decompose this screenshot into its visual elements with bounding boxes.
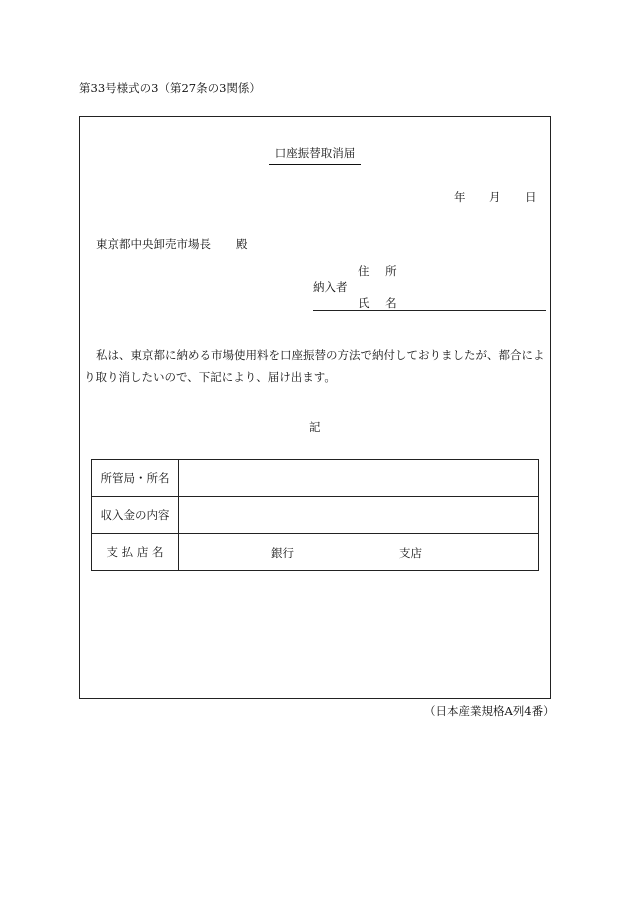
addressee-honorific: 殿 (236, 237, 248, 251)
branch-suffix-label: 支店 (399, 546, 422, 560)
row-label-revenue-content: 収入金の内容 (92, 497, 179, 534)
paper-size-note: （日本産業規格A列4番） (424, 704, 555, 718)
body-text-line-2: り取り消したいので、下記により、届け出ます。 (84, 370, 336, 384)
form-frame (79, 116, 551, 699)
detail-table (91, 459, 539, 571)
payer-label: 納入者 (313, 280, 348, 294)
revenue-content-field[interactable] (179, 497, 539, 534)
body-text-line-1: 私は、東京都に納める市場使用料を口座振替の方法で納付しておりましたが、都合によ (96, 348, 545, 362)
signature-line (313, 310, 546, 311)
date-month-label: 月 (489, 190, 501, 204)
table-row (92, 460, 539, 497)
date-day-label: 日 (525, 190, 537, 204)
name-label: 氏 名 (358, 296, 403, 310)
row-label-payment-branch: 支 払 店 名 (92, 534, 179, 571)
addressee-name: 東京都中央卸売市場長 (96, 237, 211, 251)
ki-heading: 記 (309, 420, 321, 434)
form-reference: 第33号様式の3（第27条の3関係） (79, 81, 261, 95)
bank-suffix-label: 銀行 (271, 546, 294, 560)
document-title: 口座振替取消届 (269, 145, 361, 165)
address-label: 住 所 (358, 264, 403, 278)
date-year-label: 年 (454, 190, 466, 204)
row-label-jurisdiction: 所管局・所名 (92, 460, 179, 497)
table-row (92, 497, 539, 534)
jurisdiction-field[interactable] (179, 460, 539, 497)
payment-branch-field[interactable] (179, 534, 539, 571)
table-row (92, 534, 539, 571)
